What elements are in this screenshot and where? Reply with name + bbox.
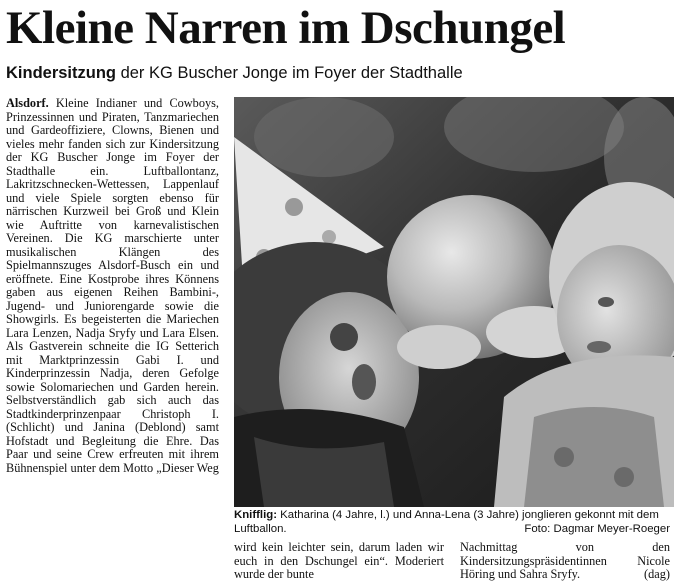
- children-with-balloon-photo: [234, 97, 674, 507]
- author-signature: (dag): [644, 567, 670, 581]
- caption-lead: Knifflig:: [234, 509, 278, 521]
- dateline: Alsdorf.: [6, 97, 49, 110]
- photo-caption: [234, 508, 670, 536]
- article-photo: [234, 97, 674, 507]
- body-text-col2: wird kein leichter sein, darum laden wir euch in den Dschungel ein“. Moderiert wurde der bunte: [234, 541, 444, 581]
- article-column-3: [460, 541, 670, 584]
- article-column-2: [234, 541, 444, 584]
- photo-credit: Foto: Dagmar Meyer-Roeger: [524, 523, 670, 535]
- headline: Kleine Narren im Dschungel: [6, 2, 566, 54]
- subhead-kicker: Kindersitzung: [6, 64, 116, 82]
- caption-text: Katharina (4 Jahre, l.) und Anna-Lena (3 Jahre) jonglieren gekonnt mit dem Luftballon.: [234, 509, 659, 535]
- subhead-text: der KG Buscher Jonge im Foyer der Stadthalle: [116, 64, 463, 82]
- body-text-col1: Kleine Indianer und Cowboys, Prinzessinnen und Piraten, Tanzmariechen und Gardeoffiziere, Clowns, Bienen und vieles mehr fanden sich zur Kindersitzung der KG Buscher Jonge im Foyer der Stadthalle ein. Luftballontanz, Lakritzschnecken-Wettessen, Lappenlauf und viele Spiele sorgten ebenso für närrischen Kurzweil bei Groß und Klein wie Auftritte von karnevalistischen Vereinen. Die KG marschierte unter musikalischen Klängen des Spielmannszuges Alsdorf-Busch ein und eröffnete. Eine Kostprobe ihres Könnens gaben aus eigenen Reihen Bambini-, Jugend- und Juniorengarde sowie die Showgirls. Es begeisterten die Mariechen Lara Lenzen, Nadja Sryfy und Lara Elsen. Als Gastverein schneite die IG Setterich mit Marktprinzessin Gabi I. und Kinderprinzessin Nadja, deren Gefolge sowie Solomariechen und Garden herein. Selbstverständlich gab sich auch das Stadtkinderprinzenpaar Christoph I. (Schlicht) und Janina (Deblond) samt Hofstadt und Begleitung die Ehre. Das Paar und seine Crew erfreuten mit ihrem Bühnenspiel unter dem Motto „Dieser Weg: [6, 97, 219, 475]
- body-text-col3: Nachmittag von den Kindersitzungspräsidentinnen Nicole Höring und Sahra Sryfy.: [460, 541, 670, 581]
- subheadline: [6, 62, 463, 84]
- article-column-1: [6, 97, 219, 584]
